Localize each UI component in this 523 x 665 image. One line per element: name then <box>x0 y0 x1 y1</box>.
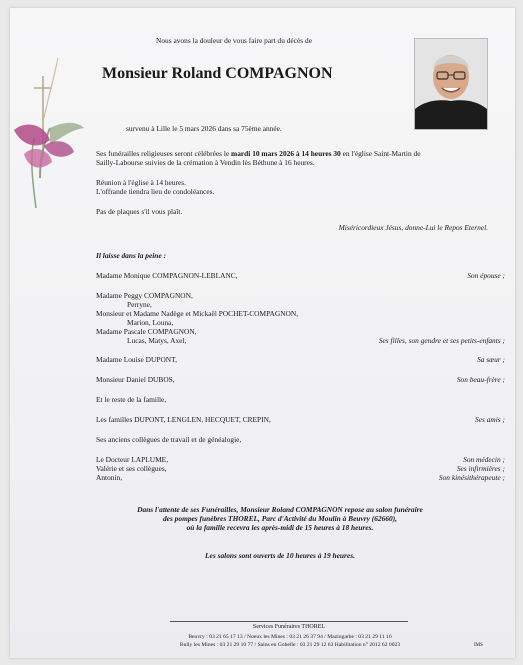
footer-divider <box>170 621 408 622</box>
salon-hours: Les salons sont ouverts de 10 heures à 19 heures. <box>205 551 355 560</box>
prayer-line: Miséricordieux Jésus, donne-Lui le Repos Eternel. <box>338 223 488 232</box>
child-2: Monsieur et Madame Nadège et Mickaël POCHET-COMPAGNON, <box>96 309 299 318</box>
grandchildren-2: Marion, Louna, <box>127 318 174 327</box>
children-relation: Ses filles, son gendre et ses petits-enfants ; <box>378 336 505 345</box>
friends-names: Les familles DUPONT, LENGLEN, HECQUET, CREPIN, <box>96 415 271 424</box>
mourners-heading: Il laisse dans la peine : <box>96 251 167 260</box>
intro-text: Nous avons la douleur de vous faire part du décès de <box>156 36 312 45</box>
church-meeting: Réunion à l'église à 14 heures. <box>96 178 186 187</box>
friends-relation: Ses amis ; <box>475 415 505 424</box>
funeral-date: mardi 10 mars 2026 à 14 heures 30 <box>231 149 341 158</box>
funeral-line-2: Sailly-Labourse suivies de la crémation à Vendin lès Béthune à 16 heures. <box>96 158 315 167</box>
funeral-company: Services Funéraires THOREL <box>252 624 326 630</box>
child-1: Madame Peggy COMPAGNON, <box>96 291 193 300</box>
family-rest: Et le reste de la famille, <box>96 395 167 404</box>
grandchild-1: Perryne, <box>127 300 152 309</box>
brother-in-law-name: Monsieur Daniel DUBOS, <box>96 375 175 384</box>
obituary-card <box>10 8 515 658</box>
calla-lily-cross-icon <box>10 58 90 228</box>
condolences-note: L'offrande tiendra lieu de condoléances. <box>96 187 215 196</box>
doctor-name: Le Docteur LAPLUME, <box>96 455 169 464</box>
sister-name: Madame Louise DUPONT, <box>96 355 177 364</box>
funeral-text-start: Ses funérailles religieuses seront célébrées le <box>96 149 230 158</box>
sister-relation: Sa sœur ; <box>477 355 505 364</box>
doctor-relation: Son médecin ; <box>463 455 505 464</box>
no-plaques-note: Pas de plaques s'il vous plaît. <box>96 207 183 216</box>
footer-phones-1: Beuvry : 03 21 65 17 13 / Noeux les Mines : 03 21 26 37 94 / Mazingarbe : 03 21 29 11 16 <box>188 634 392 640</box>
viewing-line-1: Dans l'attente de ses Funérailles, Monsieur Roland COMPAGNON repose au salon funéraire <box>137 505 423 514</box>
spouse-name: Madame Monique COMPAGNON-LEBLANC, <box>96 271 238 280</box>
funeral-line-1 <box>96 149 421 158</box>
deceased-name: Monsieur Roland COMPAGNON <box>102 65 333 82</box>
viewing-line-2: des pompes funèbres THOREL, Parc d'Activité du Moulin à Beuvry (62660), <box>162 514 398 523</box>
colleagues: Ses anciens collègues de travail et de généalogie, <box>96 435 242 444</box>
portrait-photo <box>414 38 488 130</box>
nurses-name: Valérie et ses collègues, <box>96 464 167 473</box>
child-3: Madame Pascale COMPAGNON, <box>96 327 197 336</box>
funeral-text-end: en l'église Saint-Martin de <box>342 149 421 158</box>
physio-name: Antonin, <box>96 473 123 482</box>
footer-phones-2: Bully les Mines : 03 21 29 10 77 / Sains en Gohelle : 03 21 29 12 63 Habilitation n° 2012 62 0023 <box>179 642 401 648</box>
physio-relation: Son kinésithérapeute ; <box>438 473 505 482</box>
brother-in-law-relation: Son beau-frère ; <box>456 375 505 384</box>
grandchildren-3: Lucas, Matys, Axel, <box>127 336 187 345</box>
viewing-line-3: où la famille recevra les après-midi de 15 heures à 18 heures. <box>186 523 374 532</box>
spouse-relation: Son épouse ; <box>467 271 505 280</box>
printer-code: IMS <box>474 643 483 648</box>
death-notice: survenu à Lille le 5 mars 2026 dans sa 75ème année. <box>126 124 282 133</box>
nurses-relation: Ses infirmières ; <box>456 464 505 473</box>
